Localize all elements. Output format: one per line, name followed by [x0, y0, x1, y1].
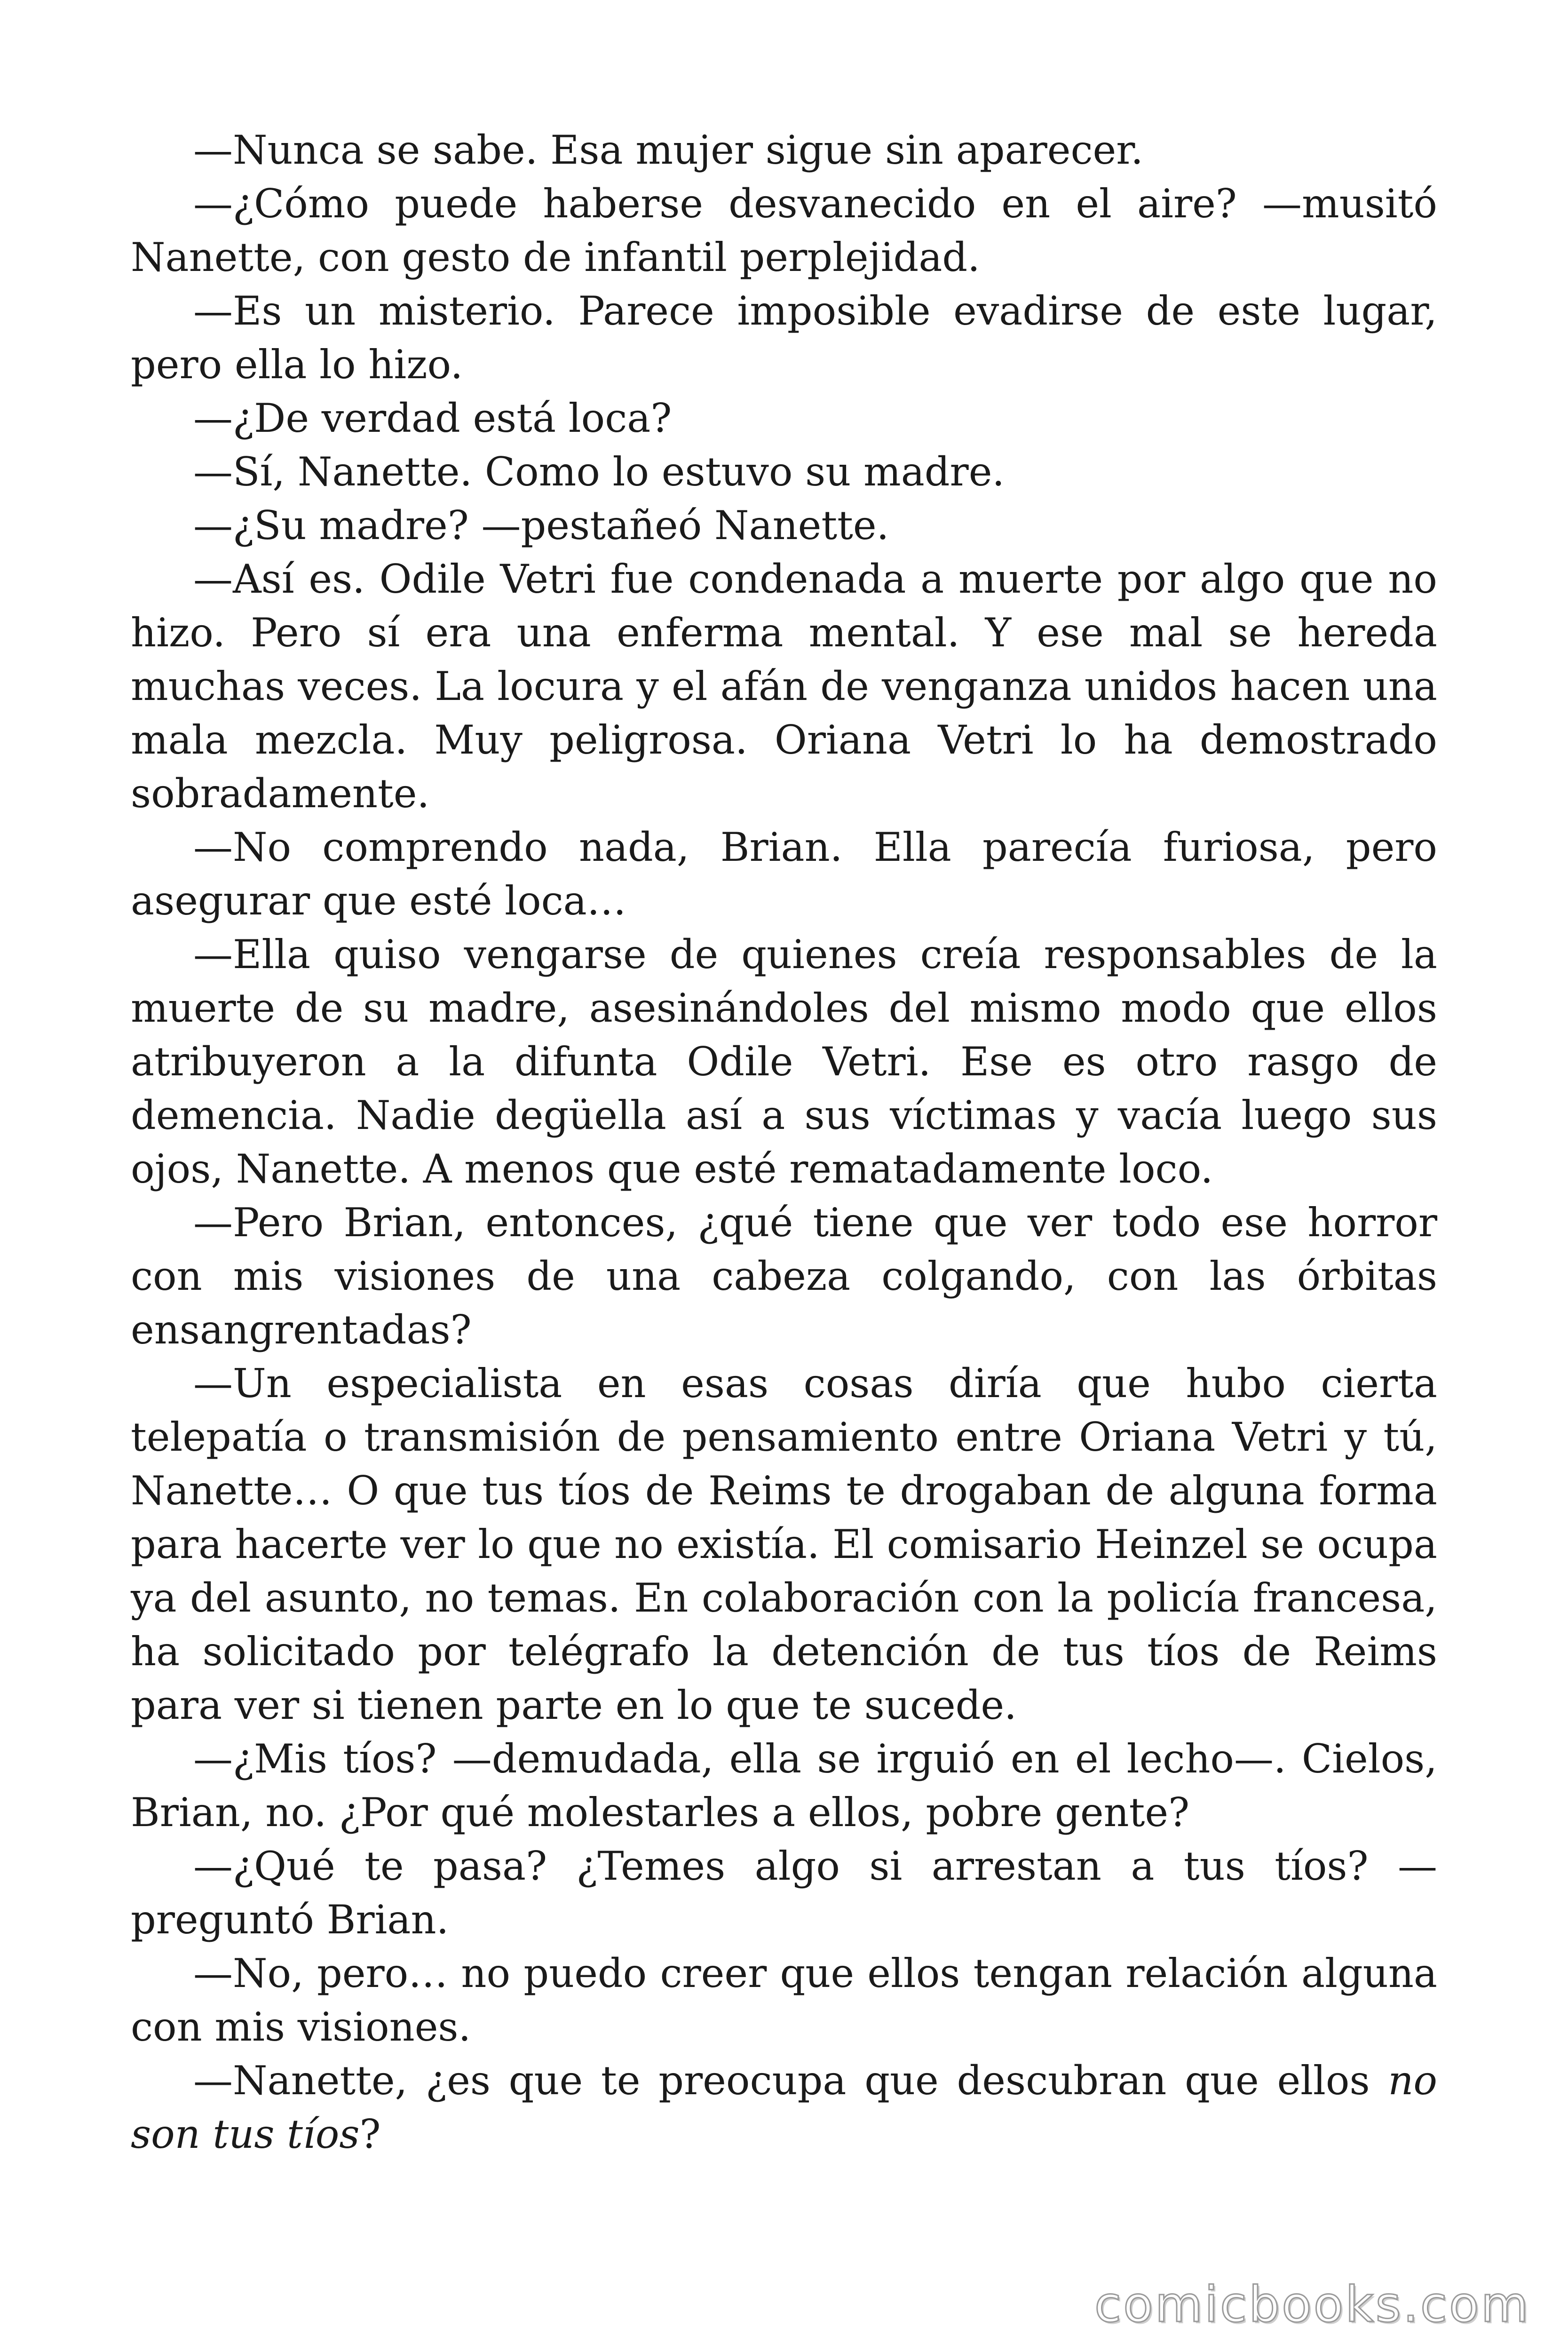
text-run: —No comprendo nada, Brian. Ella parecía furiosa, pero asegurar que esté loca… — [131, 824, 1437, 924]
text-run: ? — [359, 2111, 381, 2157]
text-run: —Es un misterio. Parece imposible evadirse de este lugar, pero ella lo hizo. — [131, 288, 1437, 388]
text-run: —Nanette, ¿es que te preocupa que descubran que ellos — [193, 2058, 1388, 2104]
text-run: —¿Cómo puede haberse desvanecido en el aire? —musitó Nanette, con gesto de infantil perplejidad. — [131, 181, 1437, 280]
paragraph — [131, 820, 1437, 928]
paragraph — [131, 552, 1437, 820]
text-run: —¿Qué te pasa? ¿Temes algo si arrestan a tus tíos? —preguntó Brian. — [131, 1843, 1437, 1943]
paragraph — [131, 1196, 1437, 1357]
paragraph — [131, 2054, 1437, 2161]
text-run: —¿Su madre? —pestañeó Nanette. — [193, 502, 889, 548]
paragraph — [131, 177, 1437, 284]
text-run: —Pero Brian, entonces, ¿qué tiene que ver todo ese horror con mis visiones de una cabeza colgando, con las órbitas ensangrentadas? — [131, 1200, 1437, 1353]
text-run: —¿Mis tíos? —demudada, ella se irguió en el lecho—. Cielos, Brian, no. ¿Por qué molestarles a ellos, pobre gente? — [131, 1736, 1437, 1836]
paragraph — [131, 284, 1437, 391]
text-run: —No, pero… no puedo creer que ellos tengan relación alguna con mis visiones. — [131, 1950, 1437, 2050]
paragraph — [131, 391, 1437, 445]
paragraph — [131, 1947, 1437, 2054]
paragraph — [131, 928, 1437, 1196]
text-run: —Nunca se sabe. Esa mujer sigue sin aparecer. — [193, 127, 1143, 173]
paragraph — [131, 123, 1437, 177]
paragraph — [131, 1732, 1437, 1839]
paragraph — [131, 499, 1437, 552]
text-run: —Un especialista en esas cosas diría que hubo cierta telepatía o transmisión de pensamiento entre Oriana Vetri y tú, Nanette… O que tus tíos de Reims te drogaban de alguna forma para hacerte ver lo que no existía. El comisario Heinzel se ocupa ya del asunto, no temas. En colaboración con la policía francesa, ha solicitado por telégrafo la detención de tus tíos de Reims para ver si tienen parte en lo que te sucede. — [131, 1360, 1437, 1728]
italic-text-run: no son tus tíos — [131, 2058, 1437, 2157]
paragraph — [131, 1839, 1437, 1947]
text-run: —¿De verdad está loca? — [193, 395, 672, 441]
paragraph — [131, 445, 1437, 499]
watermark-logo: comicbooks.com — [1094, 2276, 1530, 2333]
page-body-text — [131, 123, 1437, 2161]
text-run: —Así es. Odile Vetri fue condenada a muerte por algo que no hizo. Pero sí era una enferma mental. Y ese mal se hereda muchas veces. La locura y el afán de venganza unidos hacen una mala mezcla. Muy peligrosa. Oriana Vetri lo ha demostrado sobradamente. — [131, 556, 1437, 817]
text-run: —Ella quiso vengarse de quienes creía responsables de la muerte de su madre, asesinándoles del mismo modo que ellos atribuyeron a la difunta Odile Vetri. Ese es otro rasgo de demencia. Nadie degüella así a sus víctimas y vacía luego sus ojos, Nanette. A menos que esté rematadamente loco. — [131, 931, 1437, 1192]
paragraph — [131, 1357, 1437, 1732]
text-run: —Sí, Nanette. Como lo estuvo su madre. — [193, 449, 1005, 495]
